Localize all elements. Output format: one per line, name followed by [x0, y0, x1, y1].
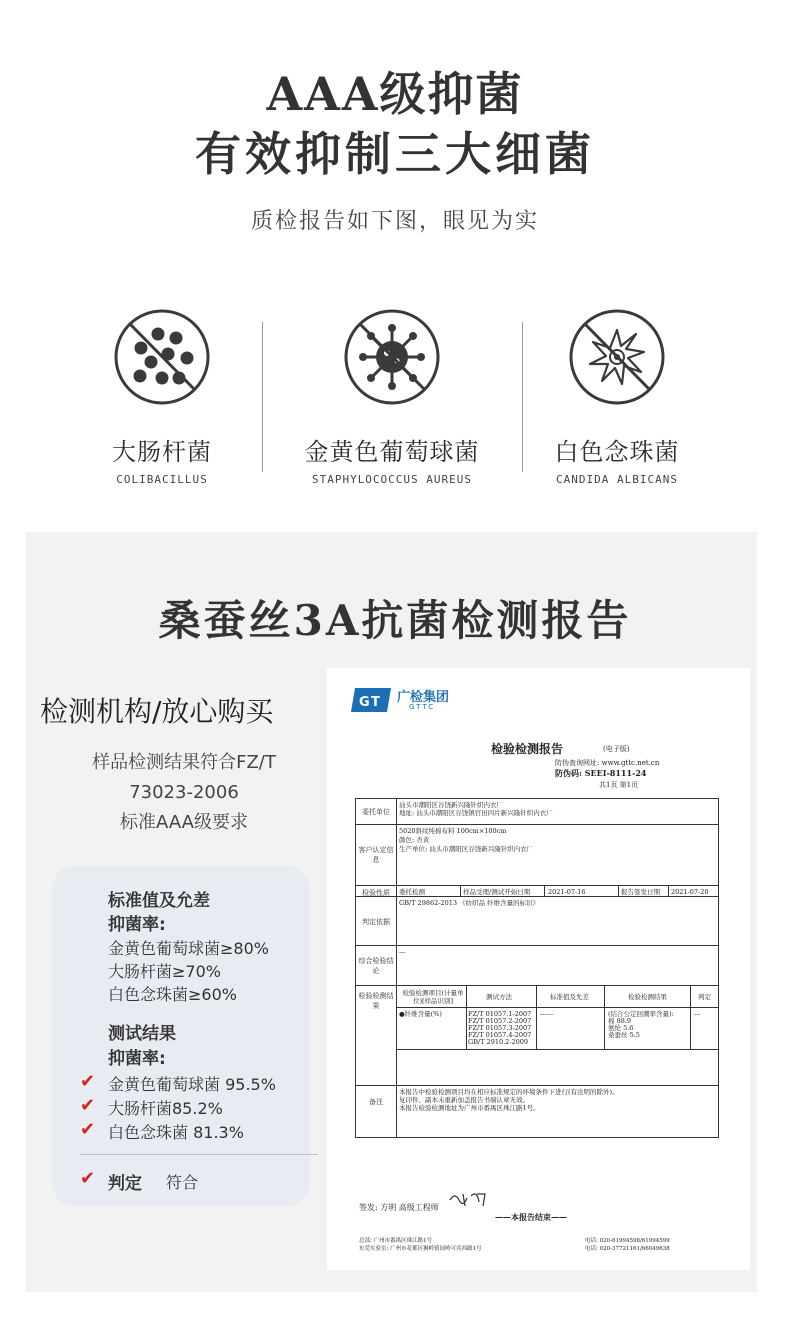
method-value: FZ/T 01057.2-2007 — [468, 1017, 532, 1025]
col-result: 检验检测结果 — [628, 993, 667, 1001]
svg-text:T: T — [371, 695, 380, 710]
method-value: GB/T 2910.2-2009 — [468, 1038, 529, 1046]
standard-subheading: 抑菌率: — [108, 915, 166, 935]
check-icon: ✔ — [80, 1119, 96, 1140]
table-row — [356, 896, 718, 897]
org-desc-line: 标准AAA级要求 — [120, 812, 248, 833]
conclusion-label: 综合检验结论 — [358, 957, 394, 975]
gttc-logo — [349, 686, 393, 718]
result-value: 氨纶 5.6 — [608, 1024, 634, 1032]
colibacillus-icon — [113, 308, 211, 406]
nature-label: 检验性质 — [362, 889, 390, 897]
result-subheading: 抑菌率: — [108, 1049, 166, 1069]
date-value: 2021-07-16 — [548, 888, 586, 896]
method-value: FZ/T 01057.1-2007 — [468, 1010, 532, 1018]
table-divider — [618, 885, 619, 896]
table-divider — [396, 799, 397, 1137]
bacteria-name-cn: 大肠杆菌 — [112, 438, 212, 466]
standard-heading: 标准值及允差 — [108, 891, 210, 911]
org-desc-line: 样品检测结果符合FZ/T — [92, 752, 276, 773]
divider — [262, 322, 263, 472]
table-divider — [668, 885, 669, 896]
table-row — [356, 885, 718, 886]
method-value: FZ/T 01057.4-2007 — [468, 1031, 532, 1039]
standard-item: 大肠杆菌≥70% — [108, 962, 221, 981]
bacteria-candida — [497, 308, 737, 486]
check-icon: ✔ — [80, 1071, 96, 1092]
bacteria-name-cn: 白色念珠菌 — [554, 438, 680, 466]
footer-phone: 电话: 020-37721161/66049638 — [585, 1246, 670, 1252]
basis-text: GB/T 29862-2013 《纺织品 纤维含量的标识》 — [399, 899, 540, 907]
note-label: 备注 — [369, 1098, 383, 1106]
verdict-label: 判定 — [108, 1174, 142, 1194]
handwritten-signature — [447, 1188, 491, 1214]
result-value: 桑蚕丝 5.5 — [608, 1031, 640, 1039]
footer-address: 东莞实验室: 广州市花都区狮岭镇园岭可宾西路1号 — [359, 1246, 482, 1252]
note-text: 本报告中检验检测项目均在相应标准规定的环境条件下进行(有注明的除外)。 — [399, 1088, 619, 1096]
hero-subtitle: 质检报告如下图，眼见为实 — [250, 209, 539, 234]
footer-phone: 电话: 020-61994598/61994599 — [585, 1238, 670, 1244]
confirm-text: 生产单位: 汕头市潮阳区谷饶新兴隆针织内衣厂 — [399, 845, 534, 853]
confirm-text: 颜色: 杏黄 — [399, 836, 430, 844]
query-site: 防伪查询网址: www.gttc.net.cn — [555, 759, 660, 767]
bacteria-name-en: COLIBACILLUS — [116, 473, 208, 486]
item-value: ●纤维含量(%) — [399, 1010, 442, 1018]
issue-value: 2021-07-20 — [671, 888, 709, 896]
table-row — [356, 1085, 718, 1086]
result-item: 金黄色葡萄球菌 95.5% — [108, 1075, 276, 1094]
result-item: 白色念珠菌 81.3% — [108, 1123, 244, 1142]
note-text: 本报告检验检测地址为广州市番禺区珠江路1号。 — [399, 1104, 540, 1112]
brand-en: GTTC — [409, 703, 436, 711]
client-text: 汕头市潮阳区谷饶新兴隆针织内衣厂 — [399, 801, 503, 809]
basis-label: 判定依据 — [362, 918, 390, 926]
table-row — [396, 1049, 718, 1050]
result-label: 检验检测结果 — [358, 992, 394, 1010]
report-table — [355, 798, 719, 1138]
note-text: 复印件、副本未重新加盖报告书端认章无效。 — [399, 1096, 529, 1104]
table-divider — [536, 985, 537, 1049]
org-desc-line: 73023-2006 — [129, 782, 239, 803]
report-edition: (电子版) — [603, 745, 630, 753]
anti-fake-code: 防伪码: SEEI-8111-24 — [555, 768, 647, 778]
hero-title-line2: 有效抑制三大细菌 — [195, 127, 595, 181]
bacteria-name-cn: 金黄色葡萄球菌 — [304, 438, 480, 466]
method-value: FZ/T 01057.3-2007 — [468, 1024, 532, 1032]
col-item: 检验检测项目(计量单位)[样品识别] — [402, 989, 464, 1005]
standard-item: 金黄色葡萄球菌≥80% — [108, 939, 269, 958]
table-divider — [544, 885, 545, 896]
std-value: ------ — [540, 1010, 554, 1018]
report-end: ——本报告结束—— — [495, 1212, 567, 1222]
standard-result-card — [52, 866, 310, 1206]
issue-label: 报告签发日期 — [621, 888, 660, 896]
standard-item: 白色念珠菌≥60% — [108, 985, 237, 1004]
test-report-document — [327, 668, 750, 1270]
result-heading: 测试结果 — [108, 1024, 176, 1044]
staphylococcus-icon — [343, 308, 441, 406]
col-judge: 判定 — [698, 993, 711, 1001]
confirm-label: 客户认定信息 — [358, 846, 394, 864]
card-divider — [80, 1154, 318, 1155]
signer: 签发: 方明 高级工程师 — [359, 1203, 439, 1212]
panel-title: 桑蚕丝3A抗菌检测报告 — [158, 596, 632, 645]
judge-value: --- — [694, 1010, 701, 1018]
footer-address: 总部: 广州市番禺区珠江路1号 — [359, 1238, 433, 1244]
conclusion-text: --- — [399, 948, 406, 956]
check-icon: ✔ — [80, 1095, 96, 1116]
verdict-value: 符合 — [166, 1173, 199, 1192]
brand-cn: 广检集团 — [397, 690, 450, 705]
bacteria-name-en: STAPHYLOCOCCUS AUREUS — [311, 473, 473, 486]
candida-icon — [568, 308, 666, 406]
col-standard: 标准值及允差 — [550, 993, 589, 1001]
svg-text:G: G — [359, 695, 370, 710]
confirm-text: 5020斜纹纯棉布料 100cm×100cm — [399, 827, 507, 835]
client-label: 委托单位 — [362, 808, 390, 816]
table-row — [396, 1007, 718, 1008]
bacteria-staphylococcus — [272, 308, 512, 486]
table-divider — [466, 985, 467, 1049]
report-title: 检验检测报告 — [491, 742, 564, 756]
client-address: 地址: 汕头市潮阳区谷饶镇官田四片新兴隆针织内衣厂 — [399, 809, 553, 817]
bacteria-name-en: CANDIDA ALBICANS — [556, 473, 678, 486]
hero-title-line1: AAA级抑菌 — [266, 67, 524, 121]
table-row — [356, 824, 718, 825]
table-divider — [604, 985, 605, 1049]
nature-value: 委托检测 — [399, 888, 425, 896]
org-description — [56, 748, 312, 838]
table-row — [356, 985, 718, 986]
org-title: 检测机构/放心购买 — [40, 695, 274, 728]
bacteria-colibacillus — [42, 308, 282, 486]
page-count: 共1页 第1页 — [599, 781, 639, 789]
result-value: 棉 88.9 — [608, 1017, 632, 1025]
table-divider — [460, 885, 461, 896]
table-divider — [690, 985, 691, 1049]
col-method: 测试方法 — [486, 993, 512, 1001]
check-icon: ✔ — [80, 1168, 96, 1189]
date-label: 样品受理/测试开始日期 — [463, 888, 531, 896]
result-value: (结合公定回潮率含量): — [608, 1010, 674, 1018]
result-item: 大肠杆菌85.2% — [108, 1099, 223, 1118]
table-row — [356, 945, 718, 946]
